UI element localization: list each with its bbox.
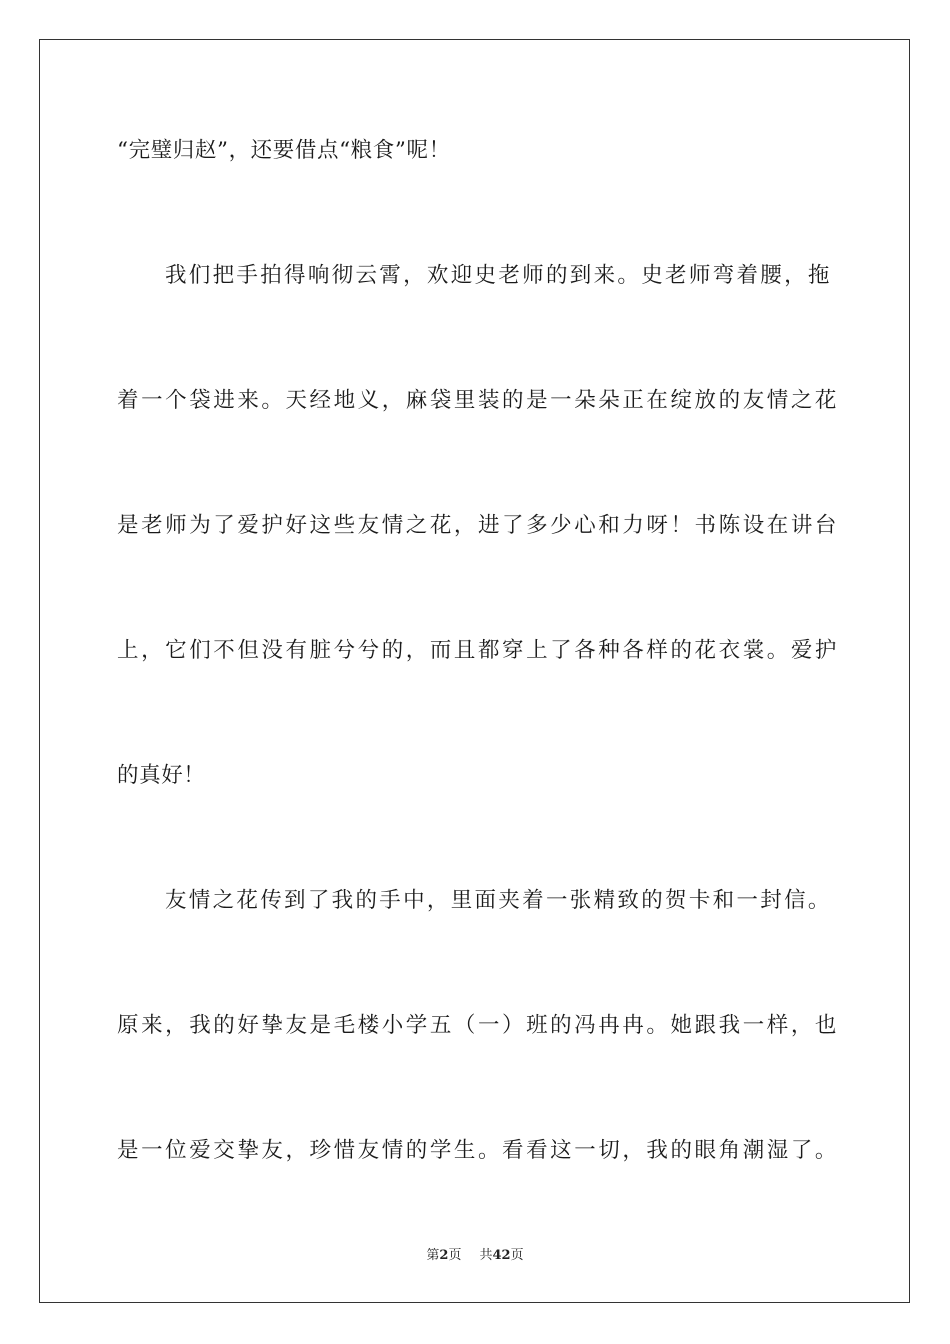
text-line-7: 友情之花传到了我的手中，里面夹着一张精致的贺卡和一封信。 [165,888,830,913]
text-line-1: “完璧归赵”，还要借点“粮食”呢！ [117,138,451,163]
text-line-9: 是一位爱交挚友，珍惜友情的学生。看看这一切，我的眼角潮湿了。 [117,1138,837,1163]
page-prefix: 第 [426,1248,440,1263]
text-line-3: 着一个袋进来。天经地义，麻袋里装的是一朵朵正在绽放的友情之花 [117,388,837,413]
total-pages: 42 [492,1248,511,1263]
page-footer [0,1247,950,1265]
total-prefix: 共 [479,1248,493,1263]
page-border [39,39,910,1303]
text-line-2: 我们把手拍得响彻云霄，欢迎史老师的到来。史老师弯着腰，拖 [165,263,830,288]
text-line-4: 是老师为了爱护好这些友情之花，进了多少心和力呀！书陈设在讲台 [117,513,837,538]
page-number: 2 [439,1248,449,1263]
text-line-6: 的真好！ [117,763,206,788]
text-line-5: 上，它们不但没有脏兮兮的，而且都穿上了各种各样的花衣裳。爱护 [117,638,837,663]
text-line-8: 原来，我的好挚友是毛楼小学五（一）班的冯冉冉。她跟我一样，也 [117,1013,837,1038]
total-suffix: 页 [510,1248,524,1263]
page-suffix: 页 [448,1248,462,1263]
